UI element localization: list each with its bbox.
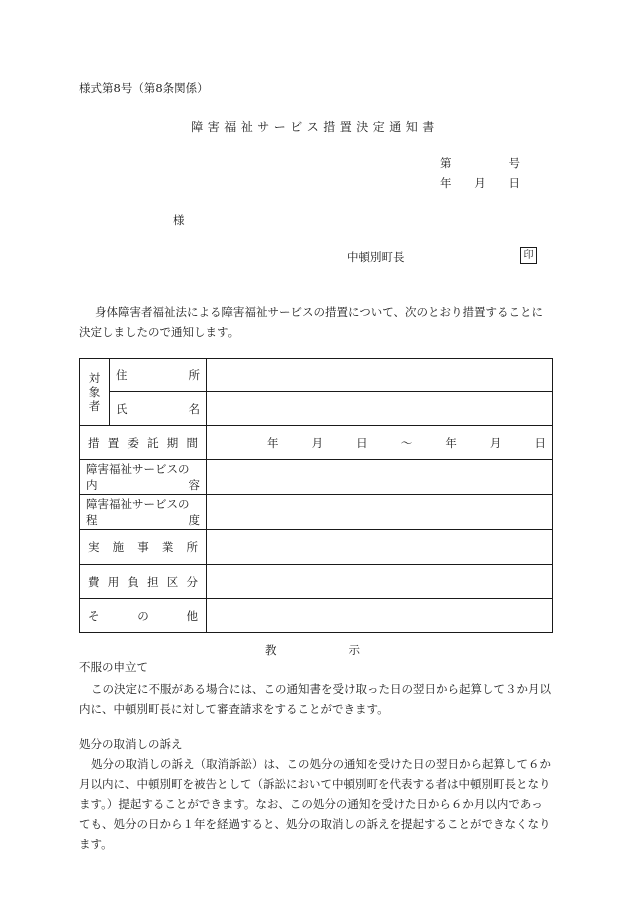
service-content-label-char: 容 — [188, 478, 200, 492]
facility-value-cell — [207, 530, 553, 565]
period-end-day: 日 — [534, 435, 546, 450]
service-content-label-line1: 障害福祉サービスの — [86, 462, 190, 476]
service-degree-label-char: 程 — [86, 513, 98, 527]
period-label-char: 期 — [166, 435, 179, 450]
name-label-char: 氏 — [116, 401, 128, 416]
addressee-suffix: 様 — [173, 213, 185, 227]
date-month: 月 — [474, 176, 486, 190]
period-separator: ～ — [400, 435, 413, 450]
doc-no-suffix: 号 — [508, 156, 520, 170]
facility-label-cell — [80, 530, 207, 565]
document-number-line — [440, 155, 520, 171]
facility-label-char: 施 — [112, 540, 125, 554]
period-value-cell — [207, 426, 553, 460]
objection-text: この決定に不服がある場合には、この通知書を受け取った日の翌日から起算して３か月以内に、中頓別町長に対して審査請求をすることができます。 — [79, 682, 551, 716]
other-label-char: 他 — [186, 608, 198, 623]
subject-label-cell — [80, 359, 110, 426]
cost-label-char: 担 — [147, 574, 159, 589]
table-row-facility — [80, 530, 553, 565]
cost-label-cell — [80, 565, 207, 599]
table-row-cost — [80, 565, 553, 599]
document-date-line — [440, 175, 520, 191]
subject-label: 対象者 — [88, 371, 101, 413]
address-value-cell — [207, 359, 553, 392]
other-label-cell — [80, 599, 207, 633]
period-end-year: 年 — [445, 435, 457, 450]
decision-table — [79, 358, 553, 633]
facility-label-char: 事 — [137, 540, 149, 554]
revocation-heading: 処分の取消しの訴え — [79, 737, 183, 751]
notice-heading — [265, 642, 360, 658]
date-day: 日 — [508, 176, 520, 190]
table-row-service-degree — [80, 495, 553, 530]
table-row-address — [80, 359, 553, 392]
period-start-day: 日 — [356, 435, 368, 450]
table-row-service-content — [80, 460, 553, 495]
objection-heading: 不服の申立て — [79, 660, 148, 674]
table-row-other — [80, 599, 553, 633]
service-degree-label-char: 度 — [188, 513, 200, 527]
facility-label-char: 実 — [88, 540, 100, 554]
address-label-char: 住 — [116, 368, 128, 382]
facility-label-char: 業 — [161, 540, 174, 554]
issuer-name: 中頓別町長 — [347, 250, 405, 264]
service-degree-label-cell — [80, 495, 207, 530]
service-content-value-cell — [207, 460, 553, 495]
period-end-month: 月 — [489, 435, 502, 450]
form-number: 様式第8号（第8条関係） — [79, 81, 209, 95]
intro-paragraph: 身体障害者福祉法による障害福祉サービスの措置について、次のとおり措置することに決定しましたので通知します。 — [79, 305, 544, 339]
name-label-cell — [110, 392, 207, 426]
period-label-char: 間 — [186, 435, 198, 450]
address-label-cell — [110, 359, 207, 392]
seal-mark: 印 — [520, 247, 537, 264]
cost-label-char: 区 — [166, 574, 179, 589]
revocation-text: 処分の取消しの訴え（取消訴訟）は、この処分の通知を受けた日の翌日から起算して６か月以内に、中頓別町を被告として（訴訟において中頓別町を代表する者は中頓別町長となります。）提起することができます。なお、この処分の通知を受けた日から６か月以内であっても、処分の日から１年を経過すると、処分の取消しの訴えを提起することができなくなります。 — [79, 757, 551, 851]
service-content-label-char: 内 — [86, 478, 98, 492]
period-label-cell — [80, 426, 207, 460]
notice-heading-char: 示 — [348, 643, 360, 657]
cost-label-char: 分 — [186, 574, 198, 589]
other-label-char: そ — [88, 608, 100, 623]
date-year: 年 — [440, 176, 452, 190]
cost-label-char: 負 — [127, 574, 139, 589]
name-value-cell — [207, 392, 553, 426]
service-content-label-cell — [80, 460, 207, 495]
other-label-char: の — [137, 608, 149, 623]
other-value-cell — [207, 599, 553, 633]
period-label-char: 託 — [147, 435, 159, 450]
table-row-period — [80, 426, 553, 460]
period-label-char: 委 — [127, 435, 139, 450]
notice-heading-char: 教 — [265, 643, 277, 657]
document-title: 障害福祉サービス措置決定通知書 — [191, 120, 439, 134]
cost-label-char: 用 — [107, 574, 120, 589]
period-start-year: 年 — [267, 435, 279, 450]
address-label-char: 所 — [188, 368, 200, 382]
service-degree-value-cell — [207, 495, 553, 530]
table-row-name — [80, 392, 553, 426]
name-label-char: 名 — [188, 401, 200, 416]
doc-no-prefix: 第 — [440, 156, 452, 170]
cost-value-cell — [207, 565, 553, 599]
period-start-month: 月 — [311, 435, 324, 450]
facility-label-char: 所 — [186, 540, 198, 554]
cost-label-char: 費 — [88, 574, 100, 589]
period-label-char: 措 — [88, 435, 100, 450]
period-label-char: 置 — [107, 435, 120, 450]
service-degree-label-line1: 障害福祉サービスの — [86, 497, 190, 511]
